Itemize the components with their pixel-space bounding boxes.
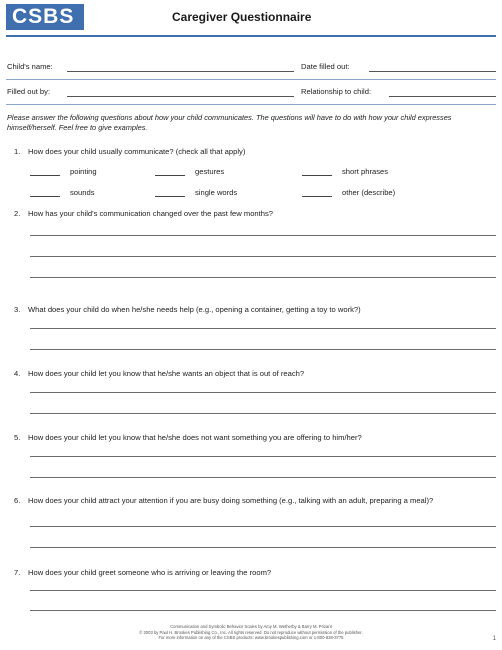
checkbox-label: pointing [70, 167, 97, 176]
checkbox-label: other (describe) [342, 188, 396, 197]
answer-line[interactable] [30, 547, 496, 548]
answer-line[interactable] [30, 235, 496, 236]
header-divider [6, 35, 496, 37]
csbs-logo: CSBS [6, 4, 84, 30]
question-text: How does your child let you know that he/she does not want something you are offering to him/her? [28, 433, 362, 442]
answer-line[interactable] [30, 256, 496, 257]
answer-line[interactable] [30, 477, 496, 478]
relationship-label: Relationship to child: [301, 87, 372, 96]
footer-line-3: For more information on any of the CSBS products: www.brookespublishing.com or 1-800-638-3775 [158, 635, 344, 641]
check-blank[interactable] [302, 175, 332, 176]
childs-name-field[interactable] [67, 71, 294, 72]
footer [0, 624, 502, 641]
date-filled-field[interactable] [369, 71, 496, 72]
check-blank[interactable] [155, 175, 185, 176]
field-row-1 [7, 62, 496, 76]
answer-line[interactable] [30, 590, 496, 591]
answer-line[interactable] [30, 456, 496, 457]
question-text: How does your child usually communicate? (check all that apply) [28, 147, 246, 156]
divider-2 [6, 104, 496, 105]
page-number: 1 [492, 636, 496, 642]
question-text: How does your child greet someone who is arriving or leaving the room? [28, 568, 272, 577]
question-number: 6. [14, 496, 21, 505]
question-number: 5. [14, 433, 21, 442]
footer-line-1: Communication and Symbolic Behavior Scales by Amy M. Wetherby & Barry M. Prizant [170, 624, 332, 629]
question-number: 2. [14, 209, 21, 218]
check-blank[interactable] [30, 196, 60, 197]
filled-by-label: Filled out by: [7, 87, 51, 96]
checkbox-label: single words [195, 188, 238, 197]
question-number: 3. [14, 305, 21, 314]
question-number: 1. [14, 147, 21, 156]
check-blank[interactable] [302, 196, 332, 197]
question-text: How does your child let you know that he/she wants an object that is out of reach? [28, 369, 305, 378]
page-title: Caregiver Questionnaire [172, 10, 312, 24]
footer-line-2: © 2003 by Paul H. Brookes Publishing Co., Inc. All rights reserved. Do not reproduce without permission of the publisher. [139, 629, 363, 635]
field-row-2 [7, 87, 496, 101]
answer-line[interactable] [30, 610, 496, 611]
check-blank[interactable] [155, 196, 185, 197]
answer-line[interactable] [30, 413, 496, 414]
answer-line[interactable] [30, 277, 496, 278]
date-filled-label: Date filled out: [301, 62, 350, 71]
question-text: What does your child do when he/she needs help (e.g., opening a container, getting a toy to work?) [28, 305, 361, 314]
childs-name-label: Child's name: [7, 62, 53, 71]
answer-line[interactable] [30, 349, 496, 350]
checkbox-label: sounds [70, 188, 95, 197]
answer-line[interactable] [30, 526, 496, 527]
filled-by-field[interactable] [67, 96, 294, 97]
answer-line[interactable] [30, 392, 496, 393]
answer-line[interactable] [30, 328, 496, 329]
checkbox-label: gestures [195, 167, 225, 176]
checkbox-label: short phrases [342, 167, 389, 176]
relationship-field[interactable] [389, 96, 496, 97]
check-blank[interactable] [30, 175, 60, 176]
question-number: 4. [14, 369, 21, 378]
question-text: How does your child attract your attention if you are busy doing something (e.g., talking with an adult, preparing a meal)? [28, 496, 434, 505]
question-text: How has your child's communication changed over the past few months? [28, 209, 273, 218]
question-number: 7. [14, 568, 21, 577]
divider-1 [6, 79, 496, 80]
instructions: Please answer the following questions about how your child communicates. The questions will have to do with how your child expresses himself/herself. Feel free to give examples. [7, 113, 452, 132]
